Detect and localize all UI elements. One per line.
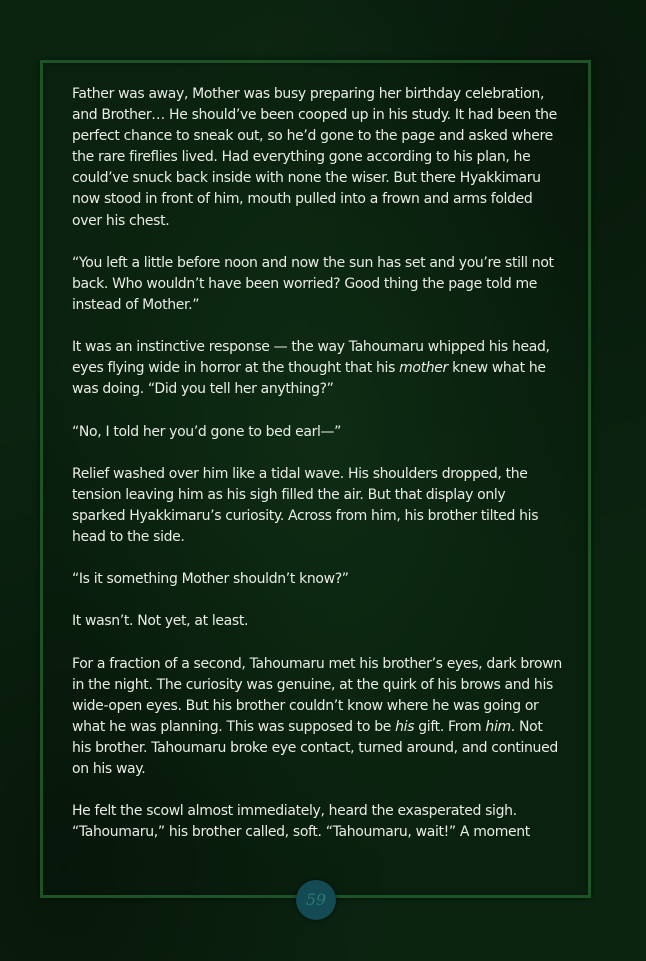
paragraph xyxy=(72,569,562,590)
paragraph xyxy=(72,84,562,232)
paragraph xyxy=(72,422,562,443)
italic-text-run: mother xyxy=(399,360,448,377)
text-run: Father was away, Mother was busy preparing her birthday celebration, and Brother… He should’ve been cooped up in his study. It had been the perfect chance to sneak out, so he’d gone to the page and asked where the rare fireflies lived. Had everything gone according to his plan, he could’ve snuck back inside with none the wiser. But there Hyakkimaru now stood in front of him, mouth pulled into a frown and arms folded over his chest. xyxy=(72,86,557,229)
text-run: It was an instinctive response — the way Tahoumaru whipped his head, eyes flying wide in horror at the thought that his xyxy=(72,339,550,377)
paragraph xyxy=(72,253,562,316)
italic-text-run: him xyxy=(485,718,511,735)
paragraph xyxy=(72,337,562,400)
text-run: He felt the scowl almost immediately, heard the exasperated sigh. “Tahoumaru,” his brother called, soft. “Tahoumaru, wait!” A moment xyxy=(72,803,530,841)
paragraph xyxy=(72,464,562,548)
text-run: . Not his brother. Tahoumaru broke eye contact, turned around, and continued on his way. xyxy=(72,718,558,777)
text-run: gift. From xyxy=(414,718,486,735)
text-run: “You left a little before noon and now the sun has set and you’re still not back. Who wouldn’t have been worried? Good thing the page told me instead of Mother.” xyxy=(72,254,554,313)
text-run: For a fraction of a second, Tahoumaru met his brother’s eyes, dark brown in the night. The curiosity was genuine, at the quirk of his brows and his wide-open eyes. But his brother couldn’t know where he was going or what he was planning. This was supposed to be xyxy=(72,655,562,735)
italic-text-run: his xyxy=(395,718,415,735)
text-run: “No, I told her you’d gone to bed earl—” xyxy=(72,423,342,440)
paragraph xyxy=(72,611,562,632)
page-number-badge xyxy=(296,880,336,920)
paragraph xyxy=(72,654,562,781)
paragraph xyxy=(72,801,562,843)
text-run: “Is it something Mother shouldn’t know?” xyxy=(72,571,349,588)
text-run: Relief washed over him like a tidal wave. His shoulders dropped, the tension leaving him as his sigh filled the air. But that display only sparked Hyakkimaru’s curiosity. Across from him, his brother tilted his head to the side. xyxy=(72,465,539,545)
page-number: 59 xyxy=(305,890,327,909)
text-run: knew what he was doing. “Did you tell her anything?” xyxy=(72,360,546,398)
story-text xyxy=(72,84,562,864)
text-run: It wasn’t. Not yet, at least. xyxy=(72,613,249,630)
